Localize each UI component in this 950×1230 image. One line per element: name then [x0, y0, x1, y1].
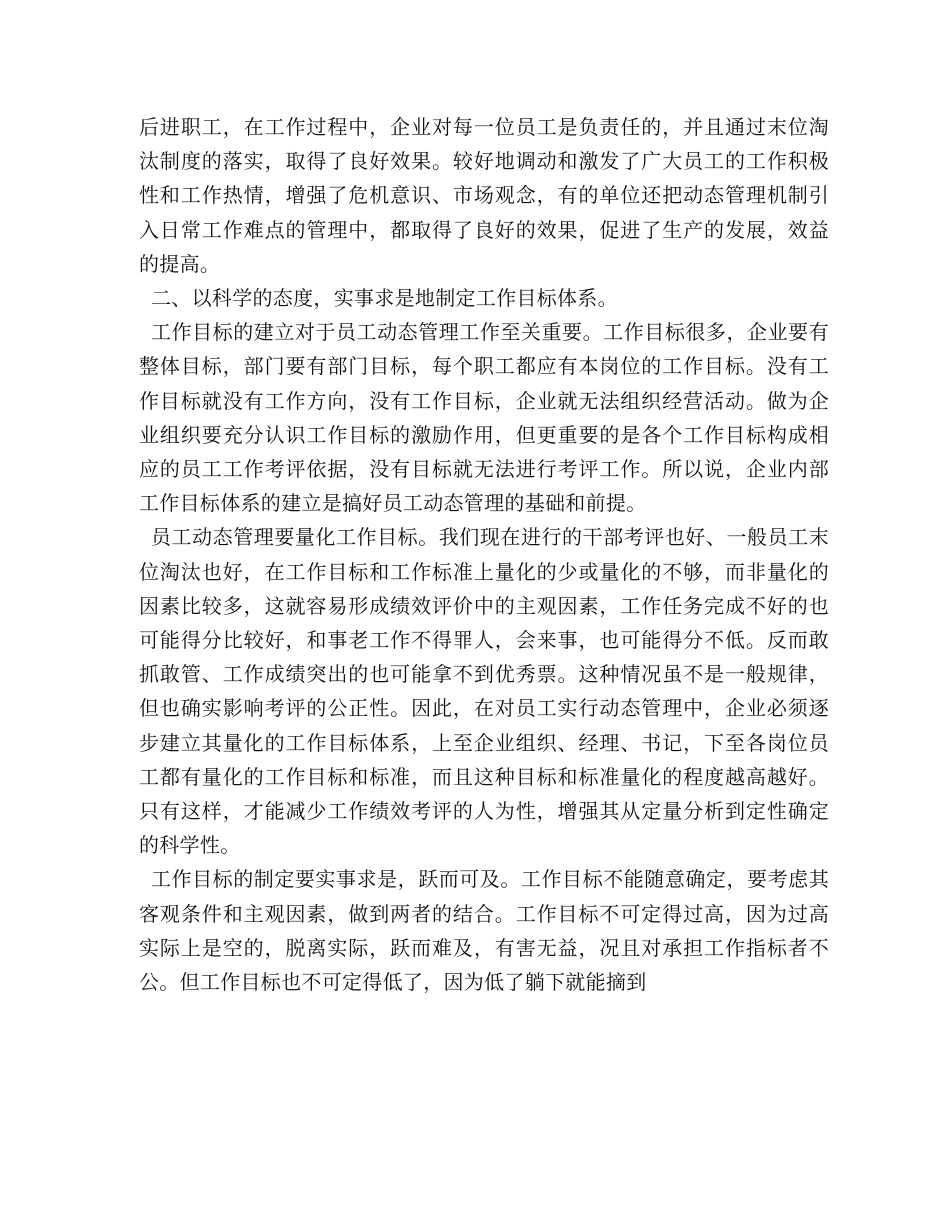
- paragraph-realistic-goals: 工作目标的制定要实事求是，跃而可及。工作目标不能随意确定，要考虑其客观条件和主观因素，做到两者的结合。工作目标不可定得过高，因为过高实际上是空的，脱离实际，跃而难及，有害无益，况且对承担工作指标者不公。但工作目标也不可定得低了，因为低了躺下就能摘到: [139, 867, 829, 995]
- section-heading: 二、以科学的态度，实事求是地制定工作目标体系。: [151, 286, 618, 311]
- document-body: [139, 110, 829, 999]
- paragraph-work-goals: 工作目标的建立对于员工动态管理工作至关重要。工作目标很多，企业要有整体目标，部门要有部门目标，每个职工都应有本岗位的工作目标。没有工作目标就没有工作方向，没有工作目标，企业就无法组织经营活动。做为企业组织要充分认识工作目标的激励作用，但更重要的是各个工作目标构成相应的员工工作考评依据，没有目标就无法进行考评工作。所以说，企业内部工作目标体系的建立是搞好员工动态管理的基础和前提。: [139, 320, 829, 516]
- paragraph-quantify-goals: 员工动态管理要量化工作目标。我们现在进行的干部考评也好、一般员工末位淘汰也好，在工作目标和工作标准上量化的少或量化的不够，而非量化的因素比较多，这就容易形成绩效评价中的主观因素，工作任务完成不好的也可能得分比较好，和事老工作不得罪人，会来事，也可能得分不低。反而敢抓敢管、工作成绩突出的也可能拿不到优秀票。这种情况虽不是一般规律，但也确实影响考评的公正性。因此，在对员工实行动态管理中，企业必须逐步建立其量化的工作目标体系，上至企业组织、经理、书记，下至各岗位员工都有量化的工作目标和标准，而且这种目标和标准量化的程度越高越好。只有这样，才能减少工作绩效考评的人为性，增强其从定量分析到定性确定的科学性。: [139, 525, 829, 858]
- paragraph-continuation: 后进职工，在工作过程中，企业对每一位员工是负责任的，并且通过末位淘汰制度的落实，取得了良好效果。较好地调动和激发了广大员工的工作积极性和工作热情，增强了危机意识、市场观念，有的单位还把动态管理机制引入日常工作难点的管理中，都取得了良好的效果，促进了生产的发展，效益的提高。: [139, 115, 829, 276]
